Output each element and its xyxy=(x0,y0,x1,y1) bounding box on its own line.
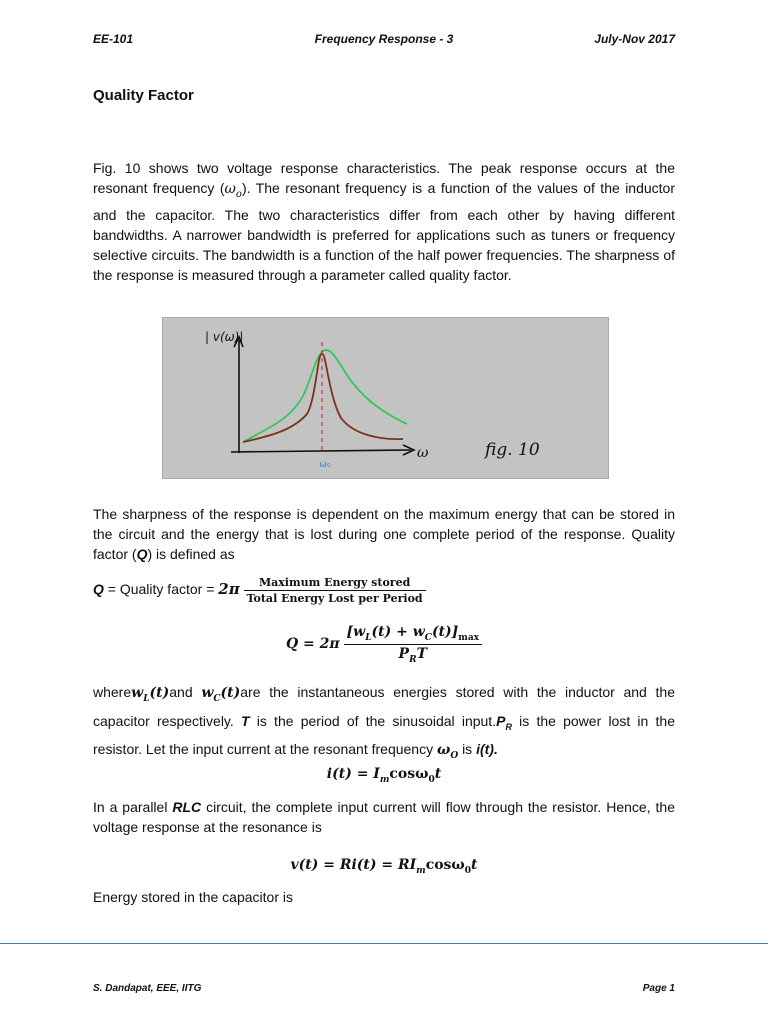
figure-caption: fig. 10 xyxy=(485,440,540,460)
figure-frequency-response xyxy=(162,317,609,479)
equation-input-current: $i(t) = I_m\cos\omega_0t$ xyxy=(326,766,442,785)
paragraph-capacitor-energy: Energy stored in the capacitor is xyxy=(93,889,293,905)
paragraph-intro: Fig. 10 shows two voltage response characteristics. The peak response occurs at the resonant frequency $(\omega_o)$. The resonant frequency is a function of the values of the inductor and the capacitor. The two characteristics differ from each other by having different bandwidths. A narrower bandwidth is preferred for applications such as tuners or frequency selective circuits. The bandwidth is a function of the half power frequencies. The sharpness of the response is measured through a parameter called quality factor. xyxy=(93,160,676,283)
response-plot xyxy=(163,318,608,478)
footer-divider xyxy=(0,943,768,944)
equation-quality-energy: Q = 2π $\frac{[w_L(t) + w_C(t)]_{max}}{P_RT}$ xyxy=(0,624,768,665)
equation-quality-definition: Q = Quality factor = 2π $\frac{\text{Maximum Energy stored}}{\text{Total Energy Lost per Period}}$ xyxy=(93,576,426,605)
paragraph-sharpness: The sharpness of the response is dependent on the maximum energy that can be stored in the circuit and the energy that is lost during one complete period of the response. Quality factor (Q) is defined as xyxy=(93,506,675,562)
header-date: July-Nov 2017 xyxy=(594,32,675,46)
footer-author: S. Dandapat, EEE, IITG xyxy=(93,983,202,994)
resonance-marker: ω₀ xyxy=(319,460,331,470)
section-heading: Quality Factor xyxy=(93,87,194,104)
header-title: Frequency Response - 3 xyxy=(314,32,454,46)
paragraph-energies: wherew$_L$(t)and $w_C(t)are$ the instantaneous energies stored with the inductor and the capacitor respectively. T is the period of the sinusoidal $input.P_R$ is the power lost in the resistor. Let the input current at the resonant frequency $\omega_O$ is i(t). xyxy=(93,684,676,761)
header-course: EE-101 xyxy=(93,32,134,46)
equation-voltage-response: $v(t) = Ri(t) = RI_m\cos\omega_0t$ xyxy=(290,857,478,876)
paragraph-parallel-rlc: In a parallel RLC circuit, the complete input current will flow through the resistor. Hence, the voltage response at the resonance is xyxy=(93,799,675,835)
y-axis-label: | v(ω)| xyxy=(205,330,244,344)
x-axis xyxy=(231,450,411,452)
x-axis-label: ω xyxy=(417,445,429,461)
footer-page-number: Page 1 xyxy=(642,983,675,994)
